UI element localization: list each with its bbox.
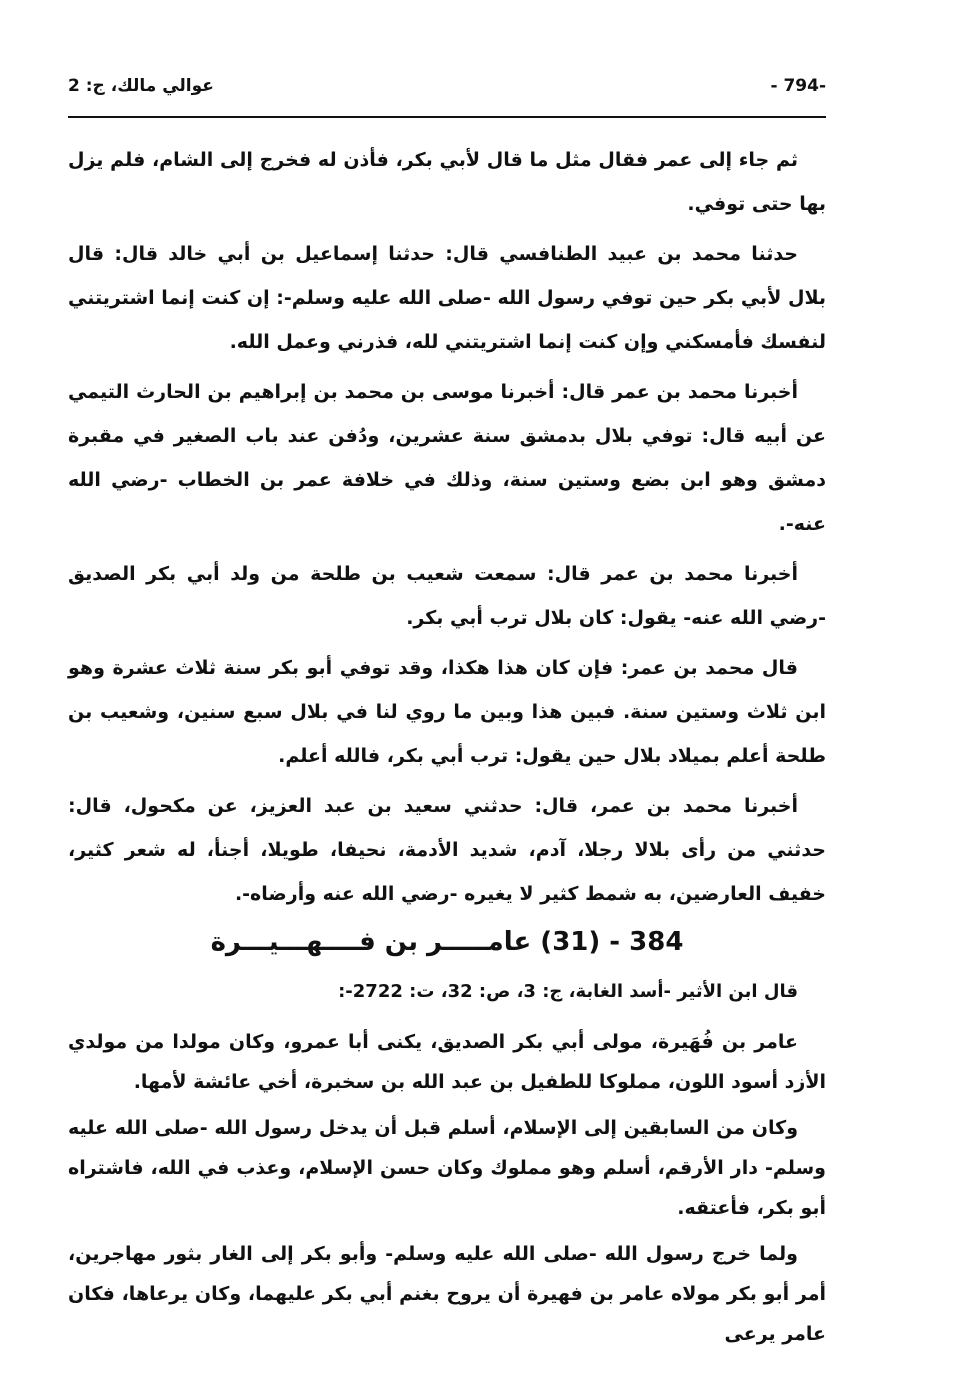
paragraph: ثم جاء إلى عمر فقال مثل ما قال لأبي بكر، فأذن له فخرج إلى الشام، فلم يزل بها حتى توفي. — [68, 149, 826, 215]
paragraph: قال محمد بن عمر: فإن كان هذا هكذا، وقد توفي أبو بكر سنة ثلاث عشرة وهو ابن ثلاث وستين سنة. فبين هذا وبين ما روي لنا في بلال سبع سنين، وشعيب بن طلحة أعلم بميلاد بلال حين يقول: ترب أبي بكر، فالله أعلم. — [68, 657, 826, 767]
section-heading: 384 - (31) عامـــــر بن فــــهـــيـــرة — [210, 927, 684, 957]
page-body — [68, 138, 826, 1360]
page-number: - 794- — [770, 76, 826, 96]
running-title: عوالي مالك، ج: 2 — [68, 76, 214, 96]
source-citation: قال ابن الأثير -أسد الغابة، ج: 3، ص: 32، ت: 2722-: — [338, 981, 798, 1002]
paragraph: أخبرنا محمد بن عمر قال: سمعت شعيب بن طلحة من ولد أبي بكر الصديق -رضي الله عنه- يقول: كان بلال ترب أبي بكر. — [68, 563, 826, 629]
paragraph: وكان من السابقين إلى الإسلام، أسلم قبل أن يدخل رسول الله -صلى الله عليه وسلم- دار الأرقم، أسلم وهو مملوك وكان حسن الإسلام، وعذب في الله، فاشتراه أبو بكر، فأعتقه. — [68, 1117, 826, 1219]
page-header — [68, 72, 826, 106]
paragraph: أخبرنا محمد بن عمر قال: أخبرنا موسى بن محمد بن إبراهيم بن الحارث التيمي عن أبيه قال: توفي بلال بدمشق سنة عشرين، ودُفن عند باب الصغير في مقبرة دمشق وهو ابن بضع وستين سنة، وذلك في خلافة عمر بن الخطاب -رضي الله عنه-. — [68, 381, 826, 535]
paragraph: عامر بن فُهَيرة، مولى أبي بكر الصديق، يكنى أبا عمرو، وكان مولدا من مولدي الأزد أسود اللون، مملوكا للطفيل بن عبد الله بن سخبرة، أخي عائشة لأمها. — [68, 1031, 826, 1093]
paragraph: ولما خرج رسول الله -صلى الله عليه وسلم- وأبو بكر إلى الغار بثور مهاجرين، أمر أبو بكر مولاه عامر بن فهيرة أن يروح بغنم أبي بكر عليهما، وكان يرعاها، فكان عامر يرعى — [68, 1243, 826, 1345]
header-rule — [68, 116, 826, 118]
paragraph: أخبرنا محمد بن عمر، قال: حدثني سعيد بن عبد العزيز، عن مكحول، قال: حدثني من رأى بلالا رجلا، آدم، شديد الأدمة، نحيفا، طويلا، أجنأ، له شعر كثير، خفيف العارضين، به شمط كثير لا يغيره -رضي الله عنه وأرضاه-. — [68, 795, 826, 905]
paragraph: حدثنا محمد بن عبيد الطنافسي قال: حدثنا إسماعيل بن أبي خالد قال: قال بلال لأبي بكر حين توفي رسول الله -صلى الله عليه وسلم-: إن كنت إنما اشتريتني لنفسك فأمسكني وإن كنت إنما اشتريتني لله، فذرني وعمل الله. — [68, 243, 826, 353]
